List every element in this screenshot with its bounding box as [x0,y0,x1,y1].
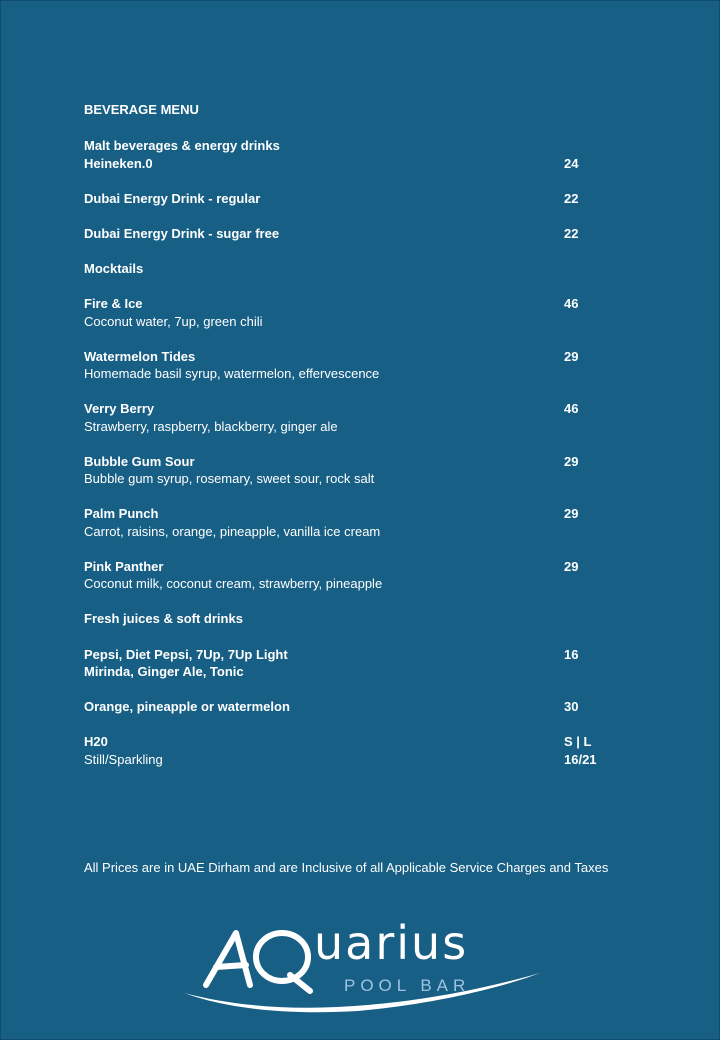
menu-item [84,733,644,768]
menu-title: BEVERAGE MENU [84,102,199,117]
item-price: 22 [564,190,579,206]
menu-item [84,400,644,435]
item-price: 29 [564,453,579,469]
logo-subtitle: POOL BAR [344,976,471,995]
item-name: Heineken.0 [84,155,153,171]
item-description: Carrot, raisins, orange, pineapple, vanilla ice cream [84,523,381,539]
item-price: 29 [564,348,579,364]
item-price: 29 [564,506,579,521]
item-price: 29 [564,558,579,574]
logo-letter-q [256,933,308,981]
section-heading-malt: Malt beverages & energy drinks [84,138,280,153]
menu-item [84,698,644,716]
item-description: Strawberry, raspberry, blackberry, ginger ale [84,418,338,434]
item-name: Fire & Ice [84,296,143,311]
item-name: Palm Punch [84,506,159,521]
menu-item [84,295,644,330]
item-description: Coconut milk, coconut cream, strawberry, pineapple [84,576,383,591]
item-description: Homemade basil syrup, watermelon, effervescence [84,366,380,381]
menu-item [84,225,644,243]
item-price: 22 [564,225,579,241]
menu-item [84,646,644,681]
item-name: H20 [84,734,108,749]
item-name: Verry Berry [84,401,155,416]
item-description: Still/Sparkling [84,751,163,767]
item-description: Coconut water, 7up, green chili [84,313,263,329]
item-name: Dubai Energy Drink - sugar free [84,225,280,241]
price-disclaimer: All Prices are in UAE Dirham and are Inclusive of all Applicable Service Charges and Taxes [84,860,609,875]
aquarius-pool-bar-logo [178,915,548,1015]
item-name: Pepsi, Diet Pepsi, 7Up, 7Up Light Mirinda, Ginger Ale, Tonic [84,646,288,679]
item-name: Bubble Gum Sour [84,453,195,469]
menu-item [84,155,644,173]
menu-item [84,558,644,593]
item-price: S | L 16/21 [564,734,597,767]
item-price: 46 [564,296,579,311]
menu-item [84,505,644,540]
logo-letter-a [206,933,250,985]
menu-item [84,190,644,208]
item-price: 24 [564,155,579,171]
item-name: Dubai Energy Drink - regular [84,190,261,206]
item-name: Orange, pineapple or watermelon [84,699,290,714]
item-price: 46 [564,401,579,416]
item-name: Pink Panther [84,558,164,574]
item-name: Watermelon Tides [84,348,196,364]
menu-item [84,453,644,488]
item-description: Bubble gum syrup, rosemary, sweet sour, rock salt [84,471,375,486]
logo-script: uarius [314,916,469,970]
menu-content [84,101,644,786]
section-heading-juices: Fresh juices & soft drinks [84,611,243,626]
menu-item [84,348,644,383]
item-price: 30 [564,699,579,714]
item-price: 16 [564,646,579,662]
section-heading-mocktails: Mocktails [84,260,144,276]
